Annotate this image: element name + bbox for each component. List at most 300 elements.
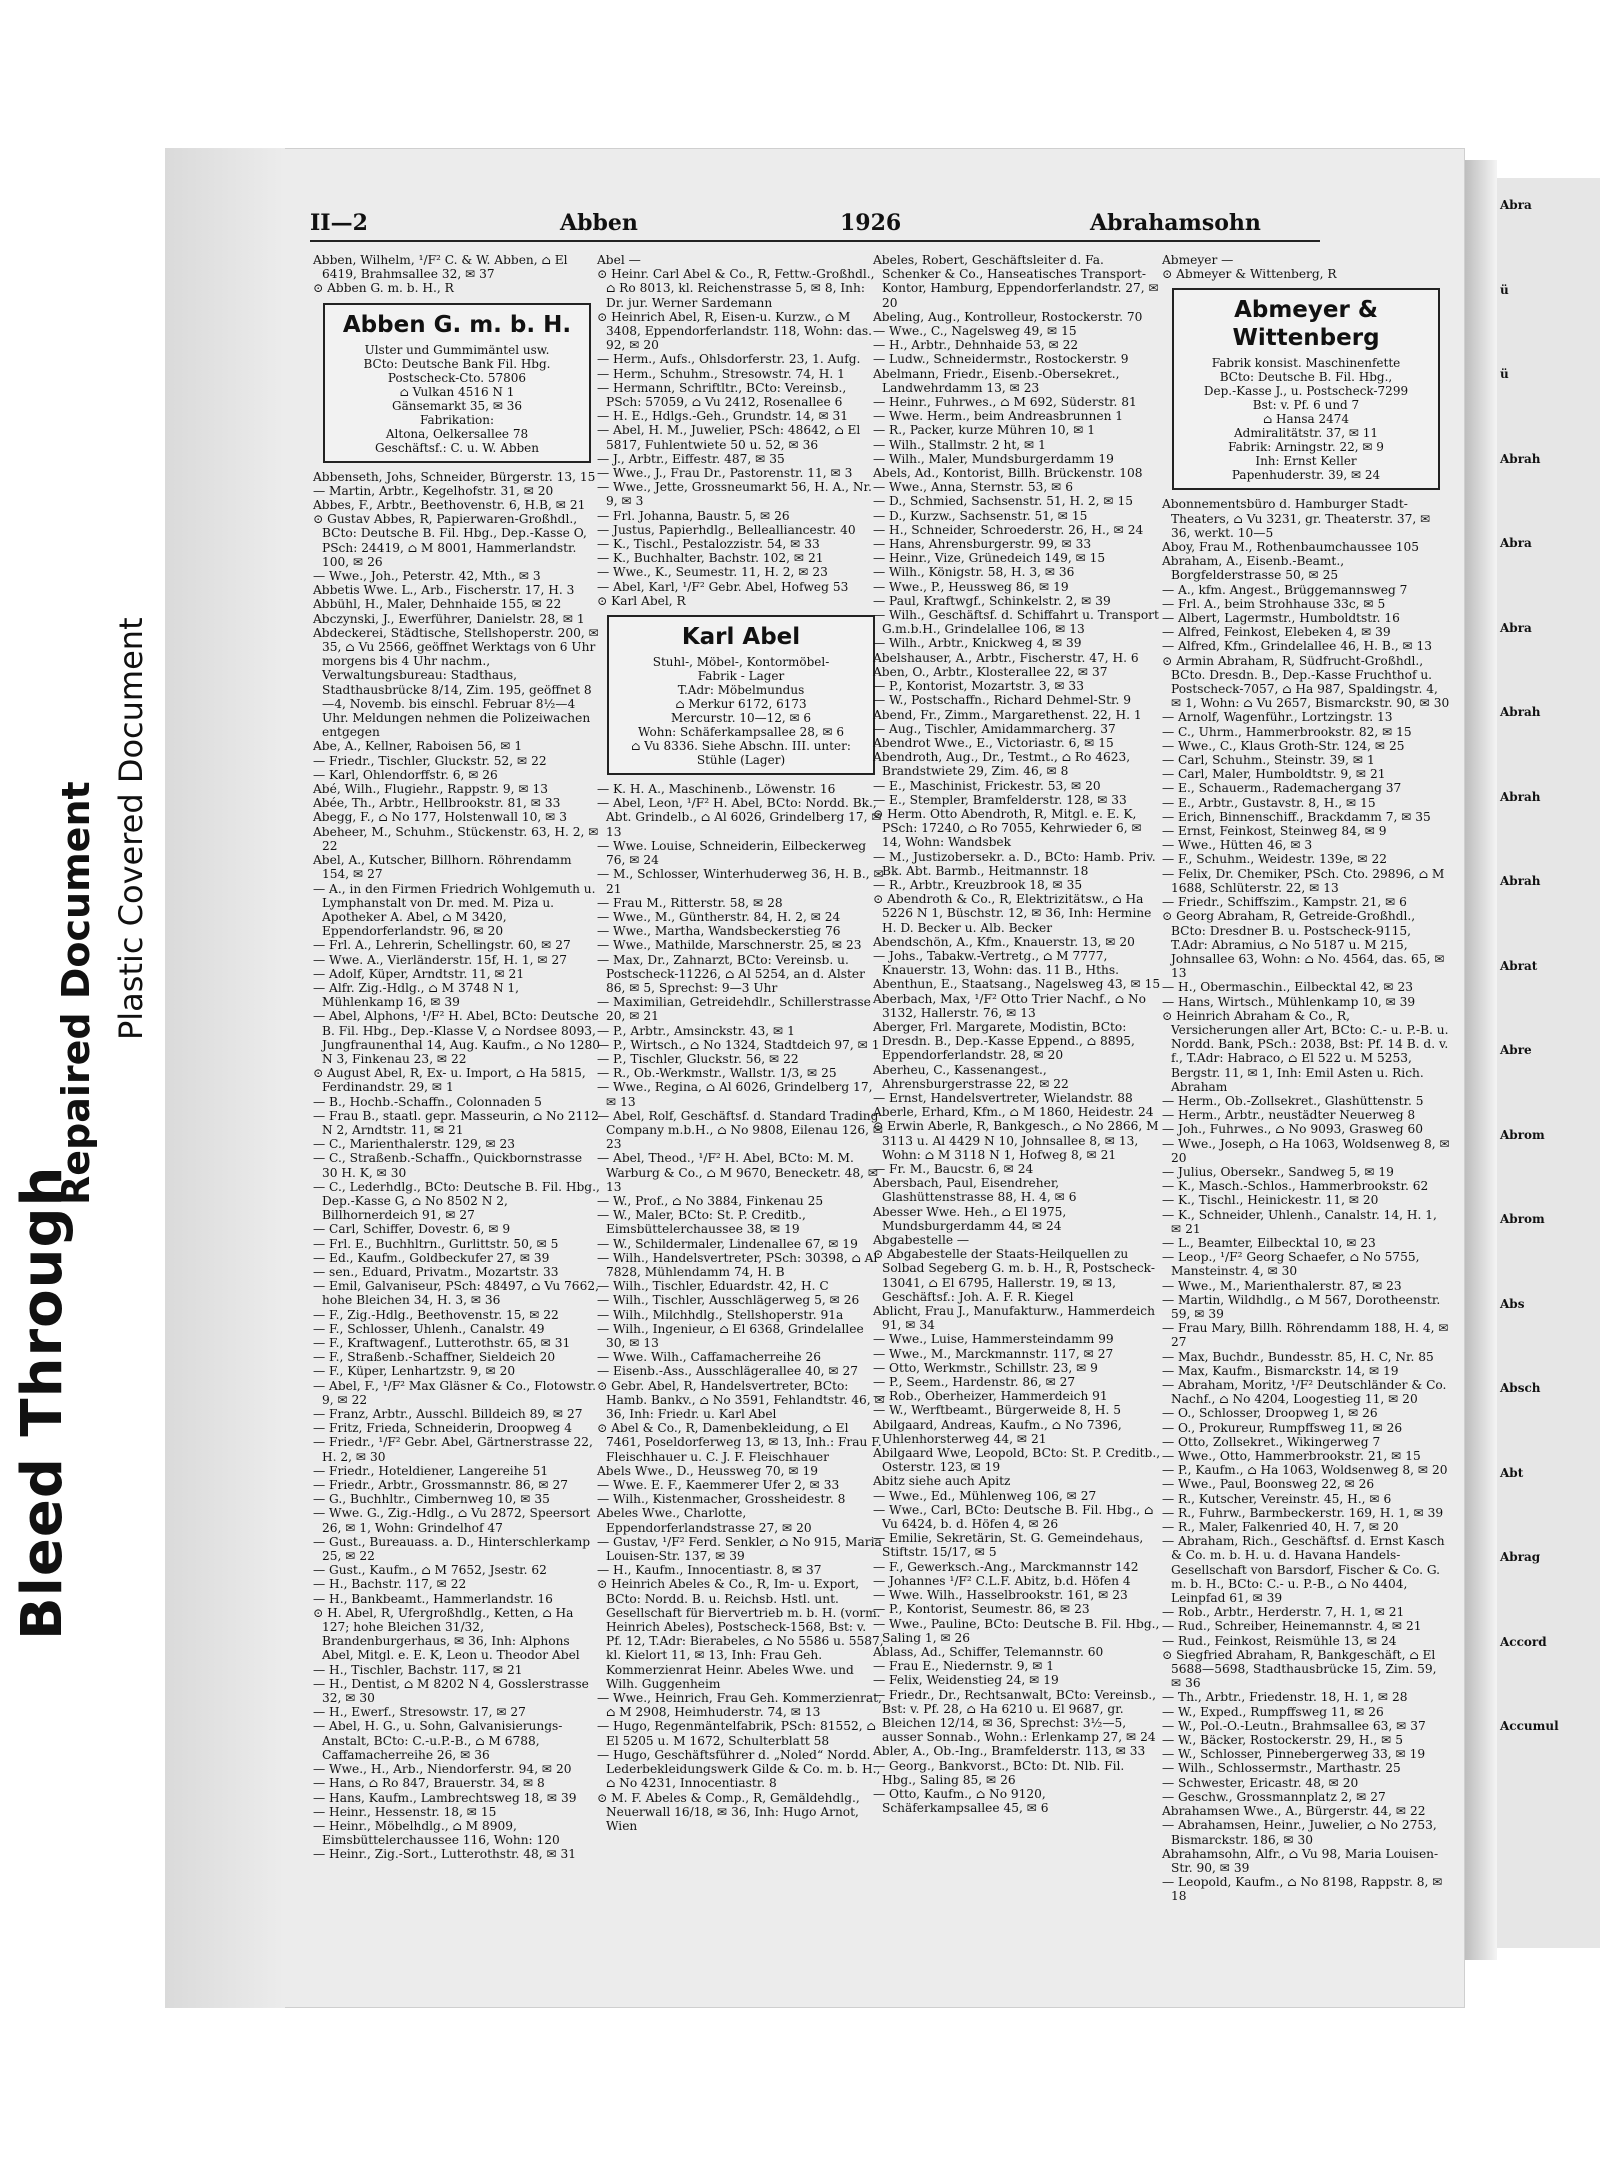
next-page-fragment: Abra bbox=[1500, 536, 1532, 550]
directory-entry: — Adolf, Küper, Arndtstr. 11, ✉ 21 bbox=[313, 966, 525, 981]
next-page-fragment: Abrah bbox=[1500, 451, 1541, 466]
directory-entry: — Frau B., staatl. gepr. Masseurin, ⌂ No 2112 N 2, Arndtstr. 11, ✉ 21 bbox=[313, 1108, 599, 1137]
directory-entry: — Wilh., Schlossermstr., Marthastr. 25 bbox=[1162, 1761, 1401, 1776]
directory-entry: — Arnolf, Wagenführ., Lortzingstr. 13 bbox=[1162, 710, 1393, 725]
advertisement-line: ⌂ Merkur 6172, 6173 bbox=[675, 697, 807, 712]
directory-entry: — Gustav, ¹/F² Ferd. Senkler, ⌂ No 915, Maria Louisen-Str. 137, ✉ 39 bbox=[597, 1534, 882, 1564]
directory-entry: — Martin, Wildhdlg., ⌂ M 567, Dorotheenstr. 59, ✉ 39 bbox=[1162, 1292, 1441, 1321]
directory-entry: ⊙ Heinrich Abeles & Co., R, Im- u. Export, BCto: Nordd. B. u. Reichsb. Hstl. unt. Gesellschaft für Biervertrieb m. b. H. (vorm. Heinrich Abeles), Postscheck-1568, Bst: v. Pf. 12, T.Adr: Bierabeles, ⌂ No 5586 u. 5587, kl. Kielort 11, ✉ 13, Inh: Frau Geh. Kommerzienrat Heinr. Abeles Wwe. und Wilh. Guggenheim bbox=[597, 1577, 884, 1691]
directory-entry: — W., Schildermaler, Lindenallee 67, ✉ 19 bbox=[597, 1236, 858, 1251]
directory-entry: — F., Gewerksch.-Ang., Marckmannstr 142 bbox=[873, 1559, 1139, 1574]
directory-entry: ⊙ Gebr. Abel, R, Handelsvertreter, BCto: Hamb. Bankv., ⌂ No 3591, Fehlandtstr. 46, ✉ 36, Inh: Friedr. u. Karl Abel bbox=[597, 1378, 885, 1422]
directory-entry: — Wwe., H., Arb., Niendorferstr. 94, ✉ 20 bbox=[313, 1762, 572, 1777]
next-page-fragment: Abrah bbox=[1500, 705, 1541, 719]
directory-entry: — Herm., Aufs., Ohlsdorferstr. 23, 1. Aufg. bbox=[597, 352, 861, 367]
directory-entry: ⊙ Heinr. Carl Abel & Co., R, Fettw.-Großhdl., ⌂ Ro 8013, kl. Reichenstrasse 5, ✉ 8, Inh: Dr. jur. Werner Sardemann bbox=[597, 267, 875, 310]
advertisement-line: Geschäftsf.: C. u. W. Abben bbox=[374, 440, 540, 455]
directory-entry: — W., Prof., ⌂ No 3884, Finkenau 25 bbox=[597, 1193, 824, 1208]
directory-entry: ⊙ M. F. Abeles & Comp., R, Gemäldehdlg., Neuerwall 16/18, ✉ 36, Inh: Hugo Arnot, Wien bbox=[597, 1790, 860, 1833]
directory-entry: — W., Bäcker, Rostockerstr. 29, H., ✉ 5 bbox=[1162, 1733, 1403, 1748]
next-page-fragment: Abrag bbox=[1500, 1550, 1541, 1564]
directory-entry: — Wwe., Jette, Grossneumarkt 56, H. A., Nr. 9, ✉ 3 bbox=[597, 480, 872, 509]
directory-entry: — Maximilian, Getreidehdlr., Schillerstrasse 20, ✉ 21 bbox=[597, 995, 871, 1024]
directory-entry: — Max, Kaufm., Bismarckstr. 14, ✉ 19 bbox=[1162, 1363, 1399, 1378]
directory-entry: — Schwester, Ericastr. 48, ✉ 20 bbox=[1162, 1775, 1359, 1790]
directory-entry: — H., Schneider, Schroederstr. 26, H., ✉ 24 bbox=[873, 522, 1144, 537]
directory-entry: — C., Uhrm., Hammerbrookstr. 82, ✉ 15 bbox=[1162, 724, 1412, 739]
annotation-strip bbox=[0, 0, 165, 2177]
next-page-fragment: Abra bbox=[1500, 198, 1532, 212]
advertisement-line: Fabrik: Arningstr. 22, ✉ 9 bbox=[1228, 440, 1384, 455]
year: 1926 bbox=[840, 210, 902, 236]
directory-entry: — Wwe. Herm., beim Andreasbrunnen 1 bbox=[873, 409, 1124, 424]
directory-entry: — Frau Mary, Billh. Röhrendamm 188, H. 4, ✉ 27 bbox=[1162, 1321, 1449, 1350]
directory-entry: — Heinr., Fuhrwes., ⌂ M 692, Süderstr. 81 bbox=[873, 395, 1137, 410]
directory-entry: — Wilh., Königstr. 58, H. 3, ✉ 36 bbox=[873, 565, 1075, 580]
advertisement-line: BCto: Deutsche Bank Fil. Hbg. bbox=[363, 356, 551, 371]
directory-entry: — H., Bachstr. 117, ✉ 22 bbox=[313, 1577, 467, 1592]
directory-entry: — Fr. M., Baucstr. 6, ✉ 24 bbox=[873, 1162, 1034, 1176]
directory-entry: — W., Maler, BCto: St. P. Creditb., Eimsbüttelerchaussee 38, ✉ 19 bbox=[597, 1208, 806, 1237]
directory-entry: — Wilh., Milchhdlg., Stellshoperstr. 91a bbox=[597, 1307, 844, 1322]
directory-entry: — Otto, Kaufm., ⌂ No 9120, Schäferkampsallee 45, ✉ 6 bbox=[873, 1786, 1049, 1816]
advertisement-line: ⌂ Hansa 2474 bbox=[1263, 412, 1349, 427]
directory-entry: — sen., Eduard, Privatm., Mozartstr. 33 bbox=[313, 1264, 559, 1279]
directory-entry: Abben, Wilhelm, ¹/F² C. & W. Abben, ⌂ El 6419, Brahmsallee 32, ✉ 37 bbox=[313, 253, 568, 282]
directory-entry: ⊙ Georg Abraham, R, Getreide-Großhdl., BCto: Dresdner B. u. Postscheck-9115, T.Adr: Abramius, ⌂ No 5187 u. M 215, Johnsallee 63, Wohn: ⌂ No. 4564, das. 65, ✉ 13 bbox=[1162, 909, 1445, 981]
directory-entry: Aberheu, C., Kassenangest., Ahrensburgerstrasse 22, ✉ 22 bbox=[873, 1062, 1069, 1091]
directory-entry: — Hans, Kaufm., Lambrechtsweg 18, ✉ 39 bbox=[313, 1790, 577, 1805]
directory-entry: — Alfred, Kfm., Grindelallee 46, H. B., ✉ 13 bbox=[1162, 639, 1433, 654]
directory-entry: — Wilh., Ingenieur, ⌂ El 6368, Grindelallee 30, ✉ 13 bbox=[597, 1321, 864, 1350]
directory-entry: — Wwe., Hütten 46, ✉ 3 bbox=[1162, 838, 1313, 853]
advertisement-line: ⌂ Vulkan 4516 N 1 bbox=[399, 384, 515, 399]
directory-entry: Abilgaard Wwe, Leopold, BCto: St. P. Creditb., Osterstr. 123, ✉ 19 bbox=[873, 1446, 1161, 1475]
directory-entry: — B., Hochb.-Schaffn., Colonnaden 5 bbox=[313, 1094, 542, 1109]
directory-entry: — Abraham, Moritz, ¹/F² Deutschländer & Co. Nachf., ⌂ No 4204, Loogestieg 11, ✉ 20 bbox=[1162, 1378, 1447, 1407]
directory-entry: Abrahamsohn, Alfr., ⌂ Vu 98, Maria Louisen-Str. 90, ✉ 39 bbox=[1162, 1846, 1439, 1875]
column-2 bbox=[597, 253, 885, 1833]
directory-entry: — P., Kaufm., ⌂ Ha 1063, Woldsenweg 8, ✉ 20 bbox=[1162, 1463, 1448, 1478]
directory-entry: — C., Marienthalerstr. 129, ✉ 23 bbox=[313, 1137, 516, 1152]
directory-entry: — Wilh., Tischler, Ausschlägerweg 5, ✉ 26 bbox=[597, 1293, 860, 1308]
directory-entry: Aberbach, Max, ¹/F² Otto Trier Nachf., ⌂ No 3132, Hallerstr. 76, ✉ 13 bbox=[873, 991, 1146, 1020]
directory-entry: — Georg., Bankvorst., BCto: Dt. Nlb. Fil. Hbg., Saling 85, ✉ 26 bbox=[873, 1758, 1125, 1787]
header-rule bbox=[310, 240, 1320, 242]
directory-entry: — Rob., Arbtr., Herderstr. 7, H. 1, ✉ 21 bbox=[1162, 1605, 1405, 1620]
column-3 bbox=[873, 253, 1161, 1815]
directory-entry: — H., Dentist, ⌂ M 8202 N 4, Gosslerstrasse 32, ✉ 30 bbox=[313, 1676, 589, 1706]
directory-entry: Abilgaard, Andreas, Kaufm., ⌂ No 7396, Uhlenhorsterweg 44, ✉ 21 bbox=[873, 1417, 1122, 1446]
next-page-fragment: Abrat bbox=[1500, 958, 1538, 973]
directory-entry: — Friedr., Tischler, Gluckstr. 52, ✉ 22 bbox=[313, 753, 547, 768]
directory-entry: — Hugo, Geschäftsführer d. „Noled“ Nordd. Lederbekleidungswerk Gilde & Co. m. b. H., ⌂ No 4231, Innocentiastr. 8 bbox=[597, 1747, 881, 1791]
directory-entry: — H. E., Hdlgs.-Geh., Grundstr. 14, ✉ 31 bbox=[597, 409, 849, 424]
directory-entry: — Friedr., Arbtr., Grossmannstr. 86, ✉ 27 bbox=[313, 1478, 568, 1493]
directory-entry: Abrahamsen Wwe., A., Bürgerstr. 44, ✉ 22 bbox=[1162, 1804, 1426, 1819]
directory-entry: Abée, Th., Arbtr., Hellbrookstr. 81, ✉ 33 bbox=[313, 796, 561, 811]
directory-entry: — F., Straßenb.-Schaffner, Sieldeich 20 bbox=[313, 1350, 556, 1365]
directory-entry: — Justus, Papierhdlg., Bellealliancestr. 40 bbox=[597, 522, 856, 537]
directory-entry: — Rob., Oberheizer, Hammerdeich 91 bbox=[873, 1389, 1108, 1404]
directory-entry: — Wwe. G., Zig.-Hdlg., ⌂ Vu 2872, Speersort 26, ✉ 1, Wohn: Grindelhof 47 bbox=[313, 1506, 591, 1535]
directory-entry: — Eisenb.-Ass., Ausschlägerallee 40, ✉ 27 bbox=[597, 1364, 858, 1379]
directory-entry: Abend, Fr., Zimm., Margarethenst. 22, H. 1 bbox=[873, 707, 1142, 722]
directory-entry: — D., Schmied, Sachsenstr. 51, H. 2, ✉ 15 bbox=[873, 494, 1133, 509]
directory-entry: Abé, Wilh., Flugiehr., Rappstr. 9, ✉ 13 bbox=[313, 782, 549, 797]
directory-entry: Abbes, F., Arbtr., Beethovenstr. 6, H.B, ✉ 21 bbox=[313, 498, 586, 513]
directory-entry: — Abel, H. M., Juwelier, PSch: 48642, ⌂ El 5817, Fuhlentwiete 50 u. 52, ✉ 36 bbox=[597, 423, 861, 452]
directory-entry: ⊙ Karl Abel, R bbox=[597, 593, 686, 608]
directory-entry: — Th., Arbtr., Friedenstr. 18, H. 1, ✉ 28 bbox=[1162, 1690, 1408, 1705]
directory-entry: — Joh., Fuhrwes., ⌂ No 9093, Grasweg 60 bbox=[1162, 1122, 1423, 1137]
directory-entry: — H., Obermaschin., Eilbecktal 42, ✉ 23 bbox=[1162, 980, 1413, 995]
page-edge-shade bbox=[165, 148, 285, 2008]
directory-entry: — Wwe. E. F., Kaemmerer Ufer 2, ✉ 33 bbox=[597, 1478, 840, 1493]
directory-entry: — Friedr., Dr., Rechtsanwalt, BCto: Vereinsb., Bst: v. Pf. 28, ⌂ Ha 6210 u. El 9687, gr. Bleichen 12/14, ✉ 36, Sprechst: 3½—5, ausser Sonnab., Wohn.: Erlenkamp 27, ✉ 24 bbox=[873, 1687, 1157, 1745]
directory-entry: Abelshauser, A., Arbtr., Fischerstr. 47, H. 6 bbox=[873, 650, 1139, 665]
directory-entry: — Hans, ⌂ Ro 847, Brauerstr. 34, ✉ 8 bbox=[313, 1776, 545, 1791]
next-page-fragment: Abt bbox=[1500, 1465, 1524, 1480]
next-page-fragment: Accumul bbox=[1500, 1719, 1559, 1733]
directory-entry: — Albert, Lagermstr., Humboldtstr. 16 bbox=[1162, 611, 1400, 626]
directory-entry: Abler, A., Ob.-Ing., Bramfelderstr. 113, ✉ 33 bbox=[873, 1744, 1146, 1759]
directory-entry: — F., Schuhm., Weidestr. 139e, ✉ 22 bbox=[1162, 852, 1388, 867]
label-plastic-covered: Plastic Covered Document bbox=[112, 617, 150, 1040]
next-page-fragment: Abra bbox=[1500, 620, 1532, 635]
directory-entry: — A., in den Firmen Friedrich Wohlgemuth u. Lymphanstalt von Dr. med. M. Piza u. Apotheker A. Abel, ⌂ M 3420, Eppendorferlandstr. 96, ✉ 20 bbox=[313, 881, 596, 939]
directory-entry: Abitz siehe auch Apitz bbox=[873, 1474, 1011, 1489]
directory-entry: ⊙ Abmeyer & Wittenberg, R bbox=[1162, 267, 1337, 282]
directory-entry: — Julius, Obersekr., Sandweg 5, ✉ 19 bbox=[1162, 1164, 1394, 1179]
directory-entry: — Carl, Maler, Humboldtstr. 9, ✉ 21 bbox=[1162, 767, 1386, 782]
directory-entry: — K., Buchhalter, Bachstr. 102, ✉ 21 bbox=[597, 551, 824, 566]
advertisement-title: Abben G. m. b. H. bbox=[342, 311, 572, 338]
directory-entry: — Ernst, Handelsvertreter, Wielandstr. 88 bbox=[873, 1090, 1133, 1105]
advertisement-line: Mercurstr. 10—12, ✉ 6 bbox=[670, 711, 811, 726]
directory-entry: — Wilh., Kistenmacher, Grossheidestr. 8 bbox=[597, 1492, 846, 1507]
directory-entry: Abel, A., Kutscher, Billhorn. Röhrendamm 154, ✉ 27 bbox=[313, 853, 572, 882]
directory-entry: — K., Tischl., Pestalozzistr. 54, ✉ 33 bbox=[597, 537, 820, 552]
label-bleed-through: Bleed Through bbox=[10, 1165, 75, 1640]
directory-entry: — Wwe., K., Seumestr. 11, H. 2, ✉ 23 bbox=[597, 565, 828, 580]
directory-entry: — H., Kaufm., Innocentiastr. 8, ✉ 37 bbox=[597, 1563, 822, 1578]
directory-entry: — Geschw., Grossmannplatz 2, ✉ 27 bbox=[1162, 1789, 1386, 1804]
advertisement-line: Papenhuderstr. 39, ✉ 24 bbox=[1231, 468, 1381, 483]
directory-entry: — Rud., Schreiber, Heinemannstr. 4, ✉ 21 bbox=[1162, 1619, 1422, 1634]
directory-entry: — A., kfm. Angest., Brüggemannsweg 7 bbox=[1162, 582, 1408, 597]
directory-entry: — H., Ewerf., Stresowstr. 17, ✉ 27 bbox=[313, 1705, 526, 1720]
directory-entry: — Wilh., Geschäftsf. d. Schiffahrt u. Transport G.m.b.H., Grindelallee 106, ✉ 13 bbox=[873, 608, 1159, 637]
column-4 bbox=[1162, 253, 1450, 1904]
directory-entry: Ablass, Ad., Schiffer, Telemannstr. 60 bbox=[873, 1644, 1104, 1659]
directory-entry: Abbenseth, Johs, Schneider, Bürgerstr. 13, 15 bbox=[313, 469, 596, 484]
next-page-fragment: ü bbox=[1500, 367, 1509, 381]
advertisement-line: Dep.-Kasse J., u. Postscheck-7299 bbox=[1203, 384, 1409, 399]
directory-entry: — Gust., Kaufm., ⌂ M 7652, Jsestr. 62 bbox=[313, 1563, 547, 1578]
directory-entry: Aboy, Frau M., Rothenbaumchaussee 105 bbox=[1162, 540, 1419, 555]
directory-entry: — Wwe., Anna, Sternstr. 53, ✉ 6 bbox=[873, 480, 1073, 495]
directory-entry: — Fritz, Frieda, Schneiderin, Droopweg 4 bbox=[313, 1421, 572, 1436]
next-page-fragment: Abrom bbox=[1500, 1127, 1545, 1142]
directory-entry: — Heinr., Möbelhdlg., ⌂ M 8909, Eimsbüttelerchaussee 116, Wohn: 120 bbox=[313, 1818, 560, 1848]
directory-entry: Abenthun, E., Staatsang., Nagelsweg 43, ✉ 15 bbox=[873, 977, 1161, 992]
directory-entry: — Emilie, Sekretärin, St. G. Gemeindehaus, Stiftstr. 15/17, ✉ 5 bbox=[873, 1531, 1144, 1560]
directory-entry: — Gust., Bureauass. a. D., Hinterschlerkamp 25, ✉ 22 bbox=[313, 1534, 591, 1564]
directory-entry: — Karl, Ohlendorffstr. 6, ✉ 26 bbox=[313, 767, 498, 782]
directory-entry: — Friedr., Hoteldiener, Langereihe 51 bbox=[313, 1463, 549, 1478]
directory-entry: — Wwe., M., Güntherstr. 84, H. 2, ✉ 24 bbox=[597, 909, 841, 924]
directory-entry: — Wwe. Louise, Schneiderin, Eilbeckerweg 76, ✉ 24 bbox=[597, 838, 867, 868]
directory-entry: — P., Wirtsch., ⌂ No 1324, Stadtdeich 97, ✉ 1 bbox=[597, 1037, 880, 1052]
advertisement-line: Altona, Oelkersallee 78 bbox=[385, 426, 529, 441]
directory-entry: — Martin, Arbtr., Kegelhofstr. 31, ✉ 20 bbox=[313, 483, 554, 498]
directory-entry: — Ernst, Feinkost, Steinweg 84, ✉ 9 bbox=[1162, 824, 1387, 839]
directory-entry: — Wwe., M., Marienthalerstr. 87, ✉ 23 bbox=[1162, 1278, 1402, 1293]
directory-entry: — K. H. A., Maschinenb., Löwenstr. 16 bbox=[597, 782, 836, 797]
directory-entry: — Wwe., M., Marckmannstr. 117, ✉ 27 bbox=[873, 1346, 1114, 1361]
directory-entry: ⊙ Abel & Co., R, Damenbekleidung, ⌂ El 7461, Poseldorferweg 13, ✉ 13, Inh.: Frau F. Fleischhauer u. C. J. F. Fleischhauer bbox=[597, 1421, 882, 1464]
page-number: II—2 bbox=[310, 210, 368, 236]
directory-entry: — Max, Buchdr., Bundesstr. 85, H. C, Nr. 85 bbox=[1162, 1349, 1434, 1364]
directory-entry: Abels Wwe., D., Heussweg 70, ✉ 19 bbox=[597, 1463, 818, 1478]
next-page-fragment: Abs bbox=[1500, 1296, 1525, 1311]
advertisement-line: Inh: Ernst Keller bbox=[1255, 454, 1357, 469]
last-entry-word: Abrahamsohn bbox=[1090, 210, 1261, 236]
directory-entry: — C., Lederhdlg., BCto: Deutsche B. Fil. Hbg., Dep.-Kasse G, ⌂ No 8502 N 2, Billhornerdeich 91, ✉ 27 bbox=[313, 1179, 600, 1223]
directory-entry: — Wilh., Tischler, Eduardstr. 42, H. C bbox=[597, 1279, 829, 1294]
directory-entry: — Abraham, Rich., Geschäftsf. d. Ernst Kasch & Co. m. b. H. u. d. Havana Handels-Gesellschaft von Barsdorf, Fischer & Co. G. m. b. H., BCto: C.- u. P.-B., ⌂ No 4404, Leinpfad 61, ✉ 39 bbox=[1162, 1534, 1445, 1606]
advertisement-line: BCto: Deutsche B. Fil. Hbg., bbox=[1219, 370, 1393, 385]
advertisement-box bbox=[1172, 288, 1440, 490]
directory-entry: Abdeckerei, Städtische, Stellshoperstr. 200, ✉ 35, ⌂ Vu 2566, geöffnet Werktags von 6 Uhr morgens bis 4 Uhr nachm., Verwaltungsbureau: Stadthaus, Stadthausbrücke 8/14, Zim. 195, geöffnet 8—4, Novemb. bis einschl. Februar 8½—4 Uhr. Meldungen nehmen die Polizeiwachen entgegen bbox=[313, 625, 599, 740]
directory-entry: — Aug., Tischler, Amidammarcherg. 37 bbox=[873, 721, 1116, 736]
directory-entry: — Wwe., Pauline, BCto: Deutsche B. Fil. Hbg., Saling 1, ✉ 26 bbox=[873, 1616, 1160, 1645]
advertisement-line: Fabrik konsist. Maschinenfette bbox=[1211, 356, 1401, 371]
next-page-fragment: ü bbox=[1500, 282, 1509, 297]
advertisement-line: Gänsemarkt 35, ✉ 36 bbox=[392, 398, 522, 413]
directory-entry: — Abel, Rolf, Geschäftsf. d. Standard Trading Company m.b.H., ⌂ No 9808, Eilenau 126, ✉ 23 bbox=[597, 1108, 884, 1152]
directory-entry: — Wwe., Ed., Mühlenweg 106, ✉ 27 bbox=[873, 1488, 1097, 1503]
directory-entry: — K., Schneider, Uhlenh., Canalstr. 14, H. 1, ✉ 21 bbox=[1162, 1207, 1437, 1236]
directory-entry: ⊙ Abgabestelle der Staats-Heilquellen zu Solbad Segeberg G. m. b. H., R, Postscheck-13041, ⌂ El 6795, Hallerstr. 19, ✉ 13, Geschäftsf.: Joh. A. F. R. Kiegel bbox=[873, 1247, 1155, 1304]
directory-entry: — K., Masch.-Schlos., Hammerbrookstr. 62 bbox=[1162, 1179, 1429, 1194]
directory-entry: — Hans, Ahrensburgerstr. 99, ✉ 33 bbox=[873, 537, 1092, 552]
directory-entry: — Frau E., Niedernstr. 9, ✉ 1 bbox=[873, 1659, 1055, 1674]
directory-entry: Abegg, F., ⌂ No 177, Holstenwall 10, ✉ 3 bbox=[313, 810, 567, 825]
advertisement-line: Fabrikation: bbox=[419, 412, 494, 427]
directory-entry: Aberle, Erhard, Kfm., ⌂ M 1860, Heidestr. 24 bbox=[873, 1105, 1154, 1120]
directory-entry: — Abel, Alphons, ¹/F² H. Abel, BCto: Deutsche B. Fil. Hbg., Dep.-Klasse V, ⌂ Nordsee 8093, Jungfraunenthal 14, Aug. Kaufm., ⌂ No 1280 N 3, Finkenau 23, ✉ 22 bbox=[313, 1009, 600, 1066]
advertisement-line: Fabrik - Lager bbox=[697, 669, 785, 684]
next-page-fragment: Absch bbox=[1500, 1381, 1541, 1395]
directory-entry: — R., Fuhrw., Barmbeckerstr. 169, H. 1, ✉ 39 bbox=[1162, 1505, 1444, 1520]
directory-entry: — L., Beamter, Eilbecktal 10, ✉ 23 bbox=[1162, 1235, 1376, 1250]
directory-entry: ⊙ Herm. Otto Abendroth, R, Mitgl. e. E. K, PSch: 17240, ⌂ Ro 7055, Kehrwieder 6, ✉ 14, Wohn: Wandsbek bbox=[873, 806, 1142, 850]
directory-entry: — R., Kutscher, Vereinstr. 45, H., ✉ 6 bbox=[1162, 1491, 1392, 1506]
advertisement-box bbox=[607, 615, 875, 775]
advertisement-line: Admiralitätstr. 37, ✉ 11 bbox=[1234, 426, 1378, 441]
directory-entry: — Hermann, Schriftltr., BCto: Vereinsb., PSch: 57059, ⌂ Vu 2412, Rosenallee 6 bbox=[597, 380, 847, 410]
directory-entry: — W., Exped., Rumpffsweg 11, ✉ 26 bbox=[1162, 1704, 1384, 1719]
directory-entry: Abczynski, J., Ewerführer, Danielstr. 28, ✉ 1 bbox=[313, 611, 585, 626]
directory-entry: — Wwe., Joh., Peterstr. 42, Mth., ✉ 3 bbox=[313, 569, 541, 584]
directory-entry: — Leopold, Kaufm., ⌂ No 8198, Rappstr. 8, ✉ 18 bbox=[1162, 1875, 1443, 1904]
directory-entry: — Johannes ¹/F² C.L.F. Abitz, b.d. Höfen 4 bbox=[873, 1573, 1131, 1588]
next-page-edge bbox=[1497, 178, 1600, 1948]
directory-entry: — W., Pol.-O.-Leutn., Brahmsallee 63, ✉ 37 bbox=[1162, 1718, 1426, 1733]
advertisement-line: Wohn: Schäferkampsallee 28, ✉ 6 bbox=[637, 725, 845, 740]
directory-entry: — Otto, Zollsekret., Wikingerweg 7 bbox=[1162, 1434, 1381, 1449]
directory-entry: — M., Justizobersekr. a. D., BCto: Hamb. Priv. Bk. Abt. Barmb., Heitmannstr. 18 bbox=[873, 849, 1156, 878]
directory-entry: — Felix, Dr. Chemiker, PSch. Cto. 29896, ⌂ M 1688, Schlüterstr. 22, ✉ 13 bbox=[1162, 866, 1445, 895]
directory-entry: — Frl. A., Lehrerin, Schellingstr. 60, ✉ 27 bbox=[313, 938, 571, 953]
directory-entry: — H., Bankbeamt., Hammerlandstr. 16 bbox=[313, 1591, 553, 1606]
column-1 bbox=[313, 253, 601, 1862]
directory-entry: — Emil, Galvaniseur, PSch: 48497, ⌂ Vu 7662, hohe Bleichen 34, H. 3, ✉ 36 bbox=[313, 1279, 599, 1308]
directory-entry: Abendschön, A., Kfm., Knauerstr. 13, ✉ 20 bbox=[873, 934, 1135, 949]
directory-entry: — H., Arbtr., Dehnhaide 53, ✉ 22 bbox=[873, 338, 1079, 353]
directory-entry: — C., Straßenb.-Schaffn., Quickbornstrasse 30 H. K, ✉ 30 bbox=[313, 1151, 583, 1180]
directory-entry: — F., Kraftwagenf., Lutterothstr. 65, ✉ 31 bbox=[313, 1336, 571, 1350]
directory-entry: — Abrahamsen, Heinr., Juwelier, ⌂ No 2753, Bismarckstr. 186, ✉ 30 bbox=[1162, 1818, 1437, 1847]
directory-entry: — Wwe., C., Nagelsweg 49, ✉ 15 bbox=[873, 324, 1077, 339]
directory-entry: — J., Arbtr., Eiffestr. 487, ✉ 35 bbox=[597, 451, 785, 466]
directory-entry: — Wwe., Otto, Hammerbrookstr. 21, ✉ 15 bbox=[1162, 1449, 1421, 1464]
directory-entry: — Hans, Wirtsch., Mühlenkamp 10, ✉ 39 bbox=[1162, 994, 1416, 1009]
directory-entry: — Rud., Feinkost, Reismühle 13, ✉ 24 bbox=[1162, 1633, 1397, 1648]
directory-entry: ⊙ Abben G. m. b. H., R bbox=[313, 281, 454, 296]
directory-entry: Abels, Ad., Kontorist, Billh. Brückenstr. 108 bbox=[873, 466, 1143, 481]
directory-entry: — Paul, Kraftwgf., Schinkelstr. 2, ✉ 39 bbox=[873, 593, 1111, 608]
directory-entry: — Wilh., Handelsvertreter, PSch: 30398, ⌂ Al 7828, Mühlendamm 74, H. B bbox=[597, 1250, 878, 1279]
directory-entry: — Abel, Leon, ¹/F² H. Abel, BCto: Nordd. Bk., Abt. Grindelb., ⌂ Al 6026, Grindelberg 17, ✉ 13 bbox=[597, 796, 882, 839]
advertisement-box bbox=[323, 303, 591, 463]
directory-entry: — Wwe., C., Klaus Groth-Str. 124, ✉ 25 bbox=[1162, 738, 1405, 753]
directory-entry: — R., Ob.-Werkmstr., Wallstr. 1/3, ✉ 25 bbox=[597, 1066, 837, 1081]
directory-entry: — Carl, Schuhm., Steinstr. 39, ✉ 1 bbox=[1162, 753, 1375, 768]
directory-entry: — Johs., Tabakw.-Vertretg., ⌂ M 7777, Knauerstr. 13, Wohn: das. 11 B., Hths. bbox=[873, 948, 1119, 978]
directory-entry: Abbetis Wwe. L., Arb., Fischerstr. 17, H. 3 bbox=[313, 583, 575, 598]
directory-entry: — Herm., Arbtr., neustädter Neuerweg 8 bbox=[1162, 1108, 1416, 1123]
directory-entry: — Wwe., Regina, ⌂ Al 6026, Grindelberg 17, ✉ 13 bbox=[597, 1080, 873, 1109]
directory-entry: — E., Stempler, Bramfelderstr. 128, ✉ 33 bbox=[873, 792, 1127, 807]
directory-entry: — Wwe., Carl, BCto: Deutsche B. Fil. Hbg., ⌂ Vu 6424, b. d. Höfen 4, ✉ 26 bbox=[873, 1502, 1154, 1532]
directory-entry: — W., Werftbeamt., Bürgerweide 8, H. 5 bbox=[873, 1403, 1121, 1418]
directory-entry: — Erich, Binnenschiff., Brackdamm 7, ✉ 35 bbox=[1162, 809, 1431, 824]
directory-entry: — P., Kontorist, Seumestr. 86, ✉ 23 bbox=[873, 1602, 1090, 1617]
directory-entry: — Frl. E., Buchhltrn., Gurlittstr. 50, ✉ 5 bbox=[313, 1236, 559, 1251]
directory-entry: — Friedr., Schiffszim., Kampstr. 21, ✉ 6 bbox=[1162, 895, 1407, 910]
directory-entry: Abe, A., Kellner, Raboisen 56, ✉ 1 bbox=[313, 739, 523, 754]
directory-entry: — W., Schlosser, Pinnebergerweg 33, ✉ 19 bbox=[1162, 1747, 1426, 1762]
directory-entry: — Wwe., Luise, Hammersteindamm 99 bbox=[873, 1332, 1114, 1347]
directory-entry: — H., Tischler, Bachstr. 117, ✉ 21 bbox=[313, 1662, 523, 1677]
directory-entry: — Wwe., Mathilde, Marschnerstr. 25, ✉ 23 bbox=[597, 938, 862, 953]
directory-entry: ⊙ Gustav Abbes, R, Papierwaren-Großhdl., BCto: Deutsche B. Fil. Hbg., Dep.-Kasse O, PSch: 24419, ⌂ M 8001, Hammerlandstr. 100, ✉ 26 bbox=[313, 512, 587, 569]
directory-entry: Abersbach, Paul, Eisendreher, Glashüttenstrasse 88, H. 4, ✉ 6 bbox=[873, 1176, 1077, 1205]
advertisement-line: ⌂ Vu 8336. Siehe Abschn. III. unter: Stühle (Lager) bbox=[631, 739, 851, 768]
directory-entry: — W., Postschaffn., Richard Dehmel-Str. 9 bbox=[873, 693, 1131, 708]
directory-entry: — Hugo, Regenmäntelfabrik, PSch: 81552, ⌂ El 5205 u. M 1672, Schulterblatt 58 bbox=[597, 1719, 876, 1748]
directory-entry: — Wilh., Stallmstr. 2 ht, ✉ 1 bbox=[873, 437, 1046, 452]
next-page-fragment: Accord bbox=[1500, 1634, 1547, 1649]
directory-entry: — Wilh., Arbtr., Knickweg 4, ✉ 39 bbox=[873, 636, 1082, 651]
directory-entry: — Max, Dr., Zahnarzt, BCto: Vereinsb. u. Postscheck-11226, ⌂ Al 5254, an d. Alster 86, ✉ 5, Sprechst: 9—3 Uhr bbox=[597, 952, 865, 995]
directory-entry: Abeling, Aug., Kontrolleur, Rostockerstr. 70 bbox=[873, 309, 1143, 324]
directory-entry: — Felix, Weidenstieg 24, ✉ 19 bbox=[873, 1673, 1059, 1688]
directory-entry: Aberger, Frl. Margarete, Modistin, BCto: Dresdn. B., Dep.-Kasse Eppend., ⌂ 8895, Eppendorferlandstr. 28, ✉ 20 bbox=[873, 1019, 1135, 1063]
directory-entry: — E., Maschinist, Frickestr. 53, ✉ 20 bbox=[873, 778, 1101, 793]
directory-entry: Abendroth, Aug., Dr., Testmt., ⌂ Ro 4623, Brandstwiete 29, Zim. 46, ✉ 8 bbox=[873, 750, 1131, 779]
directory-entry: — E., Arbtr., Gustavstr. 8, H., ✉ 15 bbox=[1162, 795, 1376, 810]
directory-entry: — Wwe., J., Frau Dr., Pastorenstr. 11, ✉ 3 bbox=[597, 466, 853, 481]
next-page-fragment: Abrom bbox=[1500, 1212, 1545, 1226]
directory-entry: Abel — bbox=[597, 253, 641, 267]
advertisement-title: Karl Abel bbox=[681, 624, 801, 651]
directory-entry: Abgabestelle — bbox=[873, 1233, 970, 1248]
directory-entry: — O., Prokureur, Rumpffsweg 11, ✉ 26 bbox=[1162, 1420, 1403, 1435]
directory-entry: — M., Schlosser, Winterhuderweg 36, H. B., ✉ 21 bbox=[597, 867, 884, 896]
directory-entry: — Franz, Arbtr., Ausschl. Billdeich 89, ✉ 27 bbox=[313, 1407, 583, 1422]
directory-entry: ⊙ Armin Abraham, R, Südfrucht-Großhdl., BCto. Dresdn. B., Dep.-Kasse Fruchthof u. Postscheck-7057, ⌂ Ha 987, Spaldingstr. 4, ✉ 1, Wohn: ⌂ Vu 2657, Bismarckstr. 90, ✉ 30 bbox=[1162, 653, 1450, 711]
directory-entry: — D., Kurzw., Sachsenstr. 51, ✉ 15 bbox=[873, 508, 1088, 523]
directory-entry: — P., Tischler, Gluckstr. 56, ✉ 22 bbox=[597, 1051, 799, 1066]
directory-entry: — Friedr., ¹/F² Gebr. Abel, Gärtnerstrasse 22, H. 2, ✉ 30 bbox=[313, 1435, 593, 1464]
directory-entry: — Abel, H. G., u. Sohn, Galvanisierungs-Anstalt, BCto: C.-u.P.-B., ⌂ M 6788, Caffamacherreihe 26, ✉ 36 bbox=[313, 1719, 563, 1762]
directory-entry: — Wwe. Wilh., Caffamacherreihe 26 bbox=[597, 1350, 821, 1365]
directory-entry: — Wwe., Heinrich, Frau Geh. Kommerzienrat, ⌂ M 2908, Heimhuderstr. 74, ✉ 13 bbox=[597, 1691, 882, 1720]
directory-entry: — R., Arbtr., Kreuzbrook 18, ✉ 35 bbox=[873, 877, 1083, 892]
directory-entry: ⊙ H. Abel, R, Ufergroßhdlg., Ketten, ⌂ Ha 127; hohe Bleichen 31/32, Brandenburgerhaus, ✉ 36, Inh: Alphons Abel, Mitgl. e. E. K, Leon u. Theodor Abel bbox=[313, 1605, 580, 1663]
next-page-fragment: Abre bbox=[1500, 1043, 1532, 1057]
directory-entry: — Ludw., Schneidermstr., Rostockerstr. 9 bbox=[873, 352, 1129, 367]
directory-entry: — Alfr. Zig.-Hdlg., ⌂ M 3748 N 1, Mühlenkamp 16, ✉ 39 bbox=[313, 980, 520, 1010]
directory-entry: — K., Tischl., Heinickestr. 11, ✉ 20 bbox=[1162, 1193, 1379, 1208]
directory-entry: — P., Kontorist, Mozartstr. 3, ✉ 33 bbox=[873, 679, 1084, 694]
directory-entry: — Frl. A., beim Strohhause 33c, ✉ 5 bbox=[1162, 596, 1386, 611]
directory-entry: Abmeyer — bbox=[1162, 253, 1234, 267]
directory-entry: — Alfred, Feinkost, Elebeken 4, ✉ 39 bbox=[1162, 625, 1391, 640]
directory-entry: ⊙ August Abel, R, Ex- u. Import, ⌂ Ha 5815, Ferdinandstr. 29, ✉ 1 bbox=[313, 1066, 586, 1095]
directory-entry: — Heinr., Vize, Grünedeich 149, ✉ 15 bbox=[873, 551, 1106, 566]
directory-entry: — R., Maler, Falkenried 40, H. 7, ✉ 20 bbox=[1162, 1520, 1399, 1535]
directory-entry: — Wwe. A., Vierländerstr. 15f, H. 1, ✉ 27 bbox=[313, 952, 567, 967]
directory-entry: Aben, O., Arbtr., Klosterallee 22, ✉ 37 bbox=[873, 664, 1108, 679]
advertisement-line: T.Adr: Möbelmundus bbox=[677, 683, 805, 698]
directory-entry: — R., Packer, kurze Mühren 10, ✉ 1 bbox=[873, 423, 1096, 438]
directory-entry: Abeles, Robert, Geschäftsleiter d. Fa. Schenker & Co., Hanseatisches Transport-Kontor, Hamburg, Eppendorferlandstr. 27, ✉ 20 bbox=[873, 253, 1159, 310]
directory-entry: — Wwe., Paul, Boonsweg 22, ✉ 26 bbox=[1162, 1477, 1375, 1492]
next-page-fragment: Abrah bbox=[1500, 874, 1541, 888]
directory-entry: — Heinr., Hessenstr. 18, ✉ 15 bbox=[313, 1804, 497, 1819]
directory-entry: Ablicht, Frau J., Manufakturw., Hammerdeich 91, ✉ 34 bbox=[873, 1304, 1155, 1333]
page-header bbox=[310, 210, 1390, 236]
advertisement-title: Abmeyer & Wittenberg bbox=[1232, 297, 1380, 352]
directory-entry: — Ed., Kaufm., Goldbeckufer 27, ✉ 39 bbox=[313, 1250, 550, 1265]
directory-entry: Abesser Wwe. Heh., ⌂ El 1975, Mundsburgerdamm 44, ✉ 24 bbox=[873, 1204, 1067, 1233]
directory-entry: ⊙ Heinrich Abraham & Co., R, Versicherungen aller Art, BCto: C.- u. P.-B. u. Nordd. Bank, PSch.: 2038, Bst: Pf. 14 B. d. v. f., T.Adr: Habraco, ⌂ El 522 u. M 5253, Bergstr. 11, ✉ 1, Inh: Emil Asten u. Rich. Abraham bbox=[1162, 1008, 1449, 1094]
next-page-fragment: Abrah bbox=[1500, 789, 1541, 804]
directory-entry: — P., Arbtr., Amsinckstr. 43, ✉ 1 bbox=[597, 1023, 795, 1038]
directory-entry: — Frau M., Ritterstr. 58, ✉ 28 bbox=[597, 895, 783, 910]
directory-entry: ⊙ Heinrich Abel, R, Eisen-u. Kurzw., ⌂ M 3408, Eppendorferlandstr. 118, Wohn: das. 92, ✉ 20 bbox=[597, 309, 872, 353]
directory-entry: Abonnementsbüro d. Hamburger Stadt-Theaters, ⌂ Vu 3231, gr. Theaterstr. 37, ✉ 36, werkt. 10—5 bbox=[1162, 497, 1431, 540]
directory-entry: Abbühl, H., Maler, Dehnhaide 155, ✉ 22 bbox=[313, 597, 562, 612]
directory-entry: — Herm., Ob.-Zollsekret., Glashüttenstr. 5 bbox=[1162, 1093, 1424, 1108]
directory-entry: Abraham, A., Eisenb.-Beamt., Borgfelderstrasse 50, ✉ 25 bbox=[1162, 554, 1345, 583]
directory-entry: — Abel, F., ¹/F² Max Gläsner & Co., Flotowstr. 9, ✉ 22 bbox=[313, 1378, 596, 1407]
